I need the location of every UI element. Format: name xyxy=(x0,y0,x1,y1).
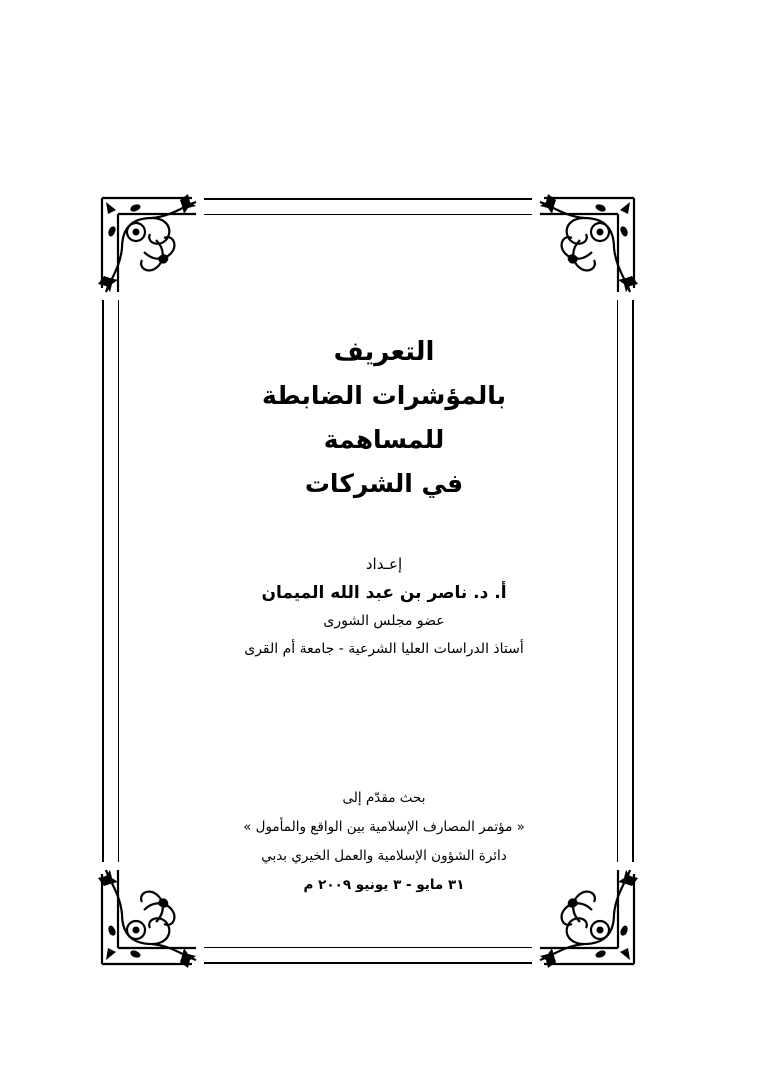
corner-ornament-bottom-left xyxy=(92,862,204,974)
document-title xyxy=(200,330,568,506)
title-line-2: بالمؤشرات الضابطة للمساهمة xyxy=(261,381,506,454)
author-name: أ. د. ناصر بن عبد الله الميمان xyxy=(261,583,507,603)
corner-ornament-top-left xyxy=(92,188,204,300)
title-line-1: التعريف xyxy=(333,337,435,367)
conference-intro: بحث مقدّم إلى xyxy=(342,790,426,806)
conference-block xyxy=(200,788,568,904)
corner-ornament-top-right xyxy=(532,188,644,300)
conference-dates: ٣١ مايو - ٣ يونيو ٢٠٠٩ م xyxy=(303,877,465,893)
title-line-3: في الشركات xyxy=(304,469,464,498)
author-role-2: أستاذ الدراسات العليا الشرعية - جامعة أم القرى xyxy=(244,641,524,657)
author-role-1: عضو مجلس الشورى xyxy=(323,613,445,629)
conference-name: « مؤتمر المصارف الإسلامية بين الواقع والمأمول » xyxy=(243,819,525,835)
conference-organizer: دائرة الشؤون الإسلامية والعمل الخيري بدبي xyxy=(261,848,507,864)
prepared-by-label: إعـداد xyxy=(365,555,403,573)
author-block xyxy=(200,555,568,669)
